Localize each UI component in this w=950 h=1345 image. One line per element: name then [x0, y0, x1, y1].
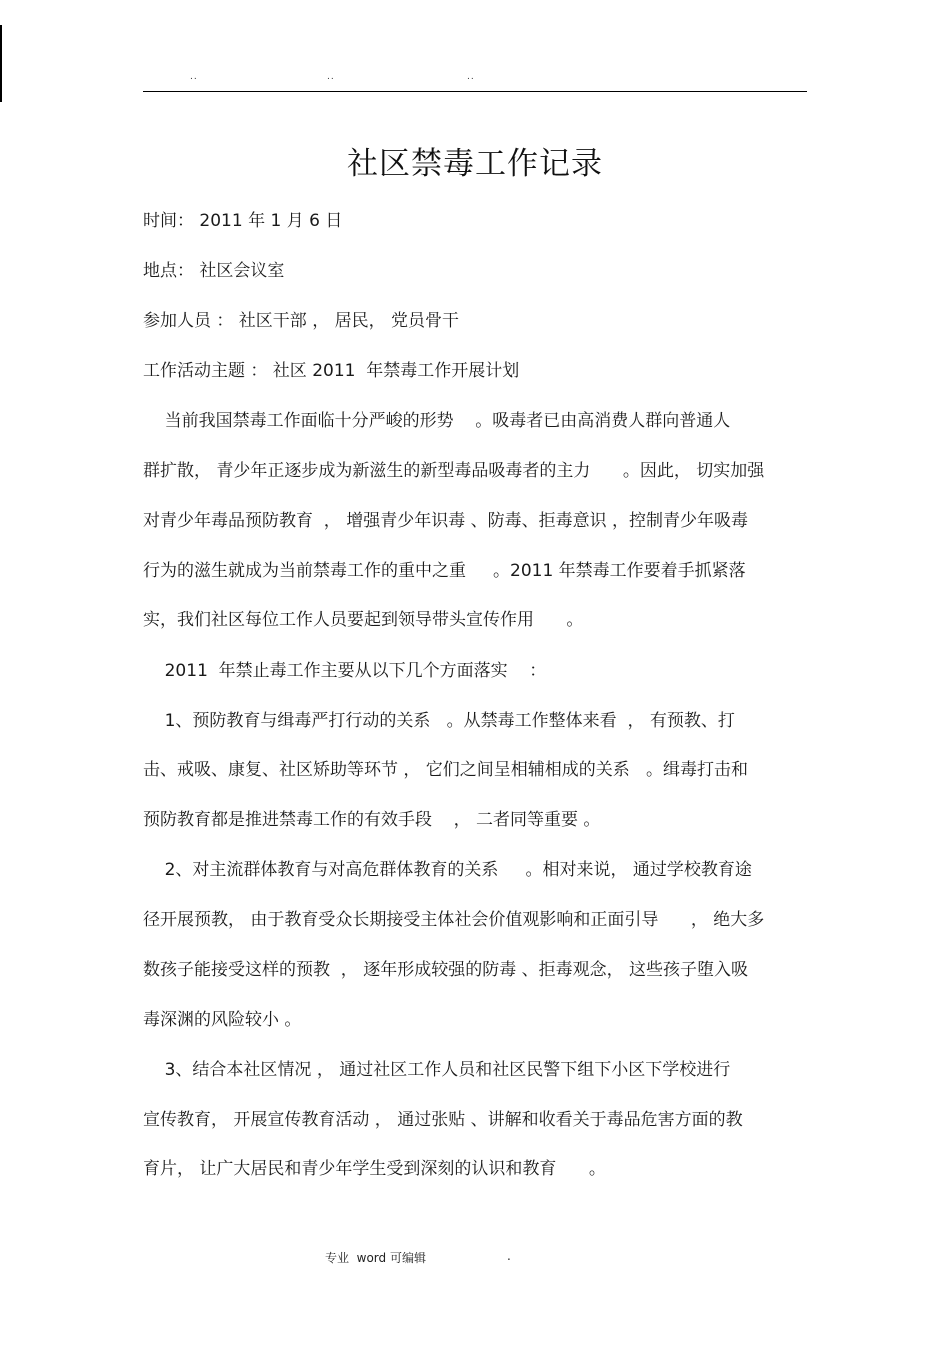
body-line: 1、预防教育与缉毒严打行动的关系 。从禁毒工作整体来看 ， 有预教、打	[143, 711, 735, 731]
left-margin-rule	[0, 25, 2, 102]
body-line: 2011 年禁止毒工作主要从以下几个方面落实 ：	[143, 661, 547, 681]
body-line: 行为的滋生就成为当前禁毒工作的重中之重 。2011 年禁毒工作要着手抓紧落	[143, 561, 746, 581]
meta-time: 时间： 2011 年 1 月 6 日	[143, 211, 343, 231]
body-line: 对青少年毒品预防教育 ， 增强青少年识毒 、防毒、拒毒意识 ，控制青少年吸毒	[143, 511, 749, 531]
body-line: 击、戒吸、康复、社区矫助等环节 ， 它们之间呈相辅相成的关系 。缉毒打击和	[143, 760, 749, 780]
meta-participants: 参加人员 ： 社区干部 ， 居民， 党员骨干	[143, 311, 460, 331]
body-line: 毒深渊的风险较小 。	[143, 1010, 302, 1030]
body-line: 实，我们社区每位工作人员要起到领导带头宣传作用 。	[143, 610, 584, 630]
body-line: 数孩子能接受这样的预教 ， 逐年形成较强的防毒 、拒毒观念， 这些孩子堕入吸	[143, 960, 749, 980]
body-line: 3、结合本社区情况 ， 通过社区工作人员和社区民警下组下小区下学校进行	[143, 1060, 731, 1080]
footer-dot: .	[507, 1249, 511, 1263]
footer-text: 专业 word 可编辑	[325, 1251, 426, 1265]
header-mark: ..	[190, 72, 198, 82]
body-line: 宣传教育， 开展宣传教育活动 ， 通过张贴 、讲解和收看关于毒品危害方面的教	[143, 1110, 743, 1130]
meta-theme: 工作活动主题 ： 社区 2011 年禁毒工作开展计划	[143, 361, 520, 381]
body-line: 径开展预教， 由于教育受众长期接受主体社会价值观影响和正面引导 ， 绝大多	[143, 910, 765, 930]
body-line: 2、对主流群体教育与对高危群体教育的关系 。相对来说， 通过学校教育途	[143, 860, 752, 880]
header-mark: ..	[467, 72, 475, 82]
body-line: 当前我国禁毒工作面临十分严峻的形势 。吸毒者已由高消费人群向普通人	[143, 411, 731, 431]
body-line: 群扩散， 青少年正逐步成为新滋生的新型毒品吸毒者的主力 。因此， 切实加强	[143, 461, 765, 481]
body-line: 预防教育都是推进禁毒工作的有效手段 ， 二者同等重要 。	[143, 810, 601, 830]
header-mark: ..	[327, 72, 335, 82]
header-divider	[143, 91, 807, 92]
meta-place: 地点： 社区会议室	[143, 261, 285, 281]
body-line: 育片， 让广大居民和青少年学生受到深刻的认识和教育 。	[143, 1159, 606, 1179]
document-title: 社区禁毒工作记录	[347, 146, 603, 182]
